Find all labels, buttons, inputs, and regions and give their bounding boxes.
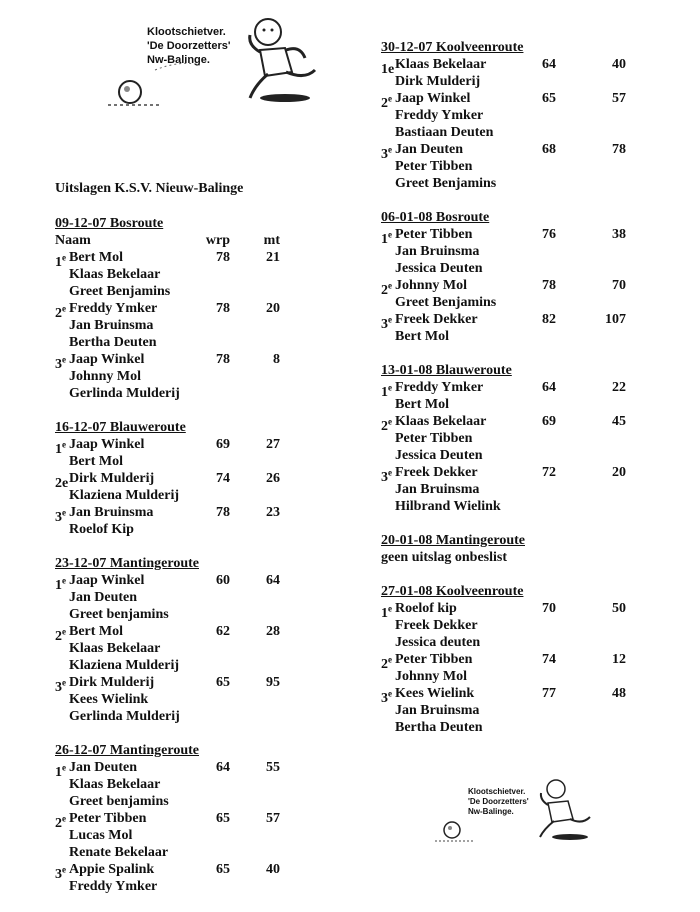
results-column-left xyxy=(55,215,345,912)
result-row-teammate xyxy=(55,521,345,538)
place-rank: 3e xyxy=(55,354,66,372)
result-row-teammate xyxy=(55,334,345,351)
score-wrp: 69 xyxy=(216,437,230,452)
score-mt: 20 xyxy=(266,301,280,316)
score-wrp: 62 xyxy=(216,624,230,639)
section-header: 09-12-07 Bosroute xyxy=(55,216,164,231)
player-name: Klaas Bekelaar xyxy=(69,641,161,656)
result-row-teammate xyxy=(55,453,345,470)
result-row xyxy=(381,277,681,298)
player-name: Freddy Ymker xyxy=(69,879,158,894)
result-row-teammate xyxy=(55,266,345,283)
score-mt: 57 xyxy=(612,91,626,106)
player-name: Gerlinda Mulderij xyxy=(69,709,180,724)
player-name: Jaap Winkel xyxy=(395,91,471,106)
score-mt: 26 xyxy=(266,471,280,486)
result-section xyxy=(381,362,681,515)
player-name: Gerlinda Mulderij xyxy=(69,386,180,401)
result-row xyxy=(55,504,345,525)
player-name: Jaap Winkel xyxy=(69,437,145,452)
result-row-teammate xyxy=(55,657,345,674)
place-rank: 1e xyxy=(55,439,66,457)
place-rank: 2e xyxy=(381,93,392,111)
score-wrp: 78 xyxy=(216,352,230,367)
result-row-teammate xyxy=(381,702,681,719)
logo-line: 'De Doorzetters' xyxy=(147,40,231,52)
score-wrp: 68 xyxy=(542,142,556,157)
result-row xyxy=(55,436,345,457)
score-mt: 57 xyxy=(266,811,280,826)
player-name: Bert Mol xyxy=(69,454,124,469)
player-name: Greet Benjamins xyxy=(395,295,497,310)
player-name: Roelof Kip xyxy=(69,522,134,537)
result-row-teammate xyxy=(55,844,345,861)
result-row-teammate xyxy=(381,430,681,447)
place-rank: 3e xyxy=(55,677,66,695)
player-name: Klaas Bekelaar xyxy=(395,57,487,72)
result-row-teammate xyxy=(381,668,681,685)
result-row-teammate xyxy=(381,328,681,345)
result-row-teammate xyxy=(55,487,345,504)
result-row-teammate xyxy=(381,617,681,634)
result-row xyxy=(381,56,681,77)
section-header: 27-01-08 Koolveenroute xyxy=(381,584,524,599)
result-row xyxy=(55,759,345,780)
result-section xyxy=(55,742,345,895)
player-name: Bastiaan Deuten xyxy=(395,125,494,140)
result-section xyxy=(381,39,681,192)
player-name: Peter Tibben xyxy=(395,227,473,242)
score-mt: 45 xyxy=(612,414,626,429)
result-row xyxy=(381,90,681,111)
section-note: geen uitslag onbeslist xyxy=(381,550,508,565)
place-rank: 1e xyxy=(381,603,392,621)
score-wrp: 78 xyxy=(216,505,230,520)
place-rank: 1e xyxy=(55,252,66,270)
result-row xyxy=(381,226,681,247)
score-wrp: 65 xyxy=(216,811,230,826)
result-row-teammate xyxy=(381,634,681,651)
column-headers xyxy=(55,232,345,249)
score-mt: 40 xyxy=(612,57,626,72)
result-row-teammate xyxy=(55,317,345,334)
section-header: 13-01-08 Blauweroute xyxy=(381,363,512,378)
player-name: Greet benjamins xyxy=(69,607,169,622)
player-name: Bertha Deuten xyxy=(395,720,483,735)
place-rank: 1e xyxy=(381,382,392,400)
result-row xyxy=(55,861,345,882)
result-row xyxy=(381,685,681,706)
player-name: Jan Bruinsma xyxy=(395,703,480,718)
result-row-teammate xyxy=(381,260,681,277)
logo-line: Klootschietver. xyxy=(468,787,526,796)
result-section xyxy=(381,583,681,736)
player-name: Jan Deuten xyxy=(69,760,138,775)
player-name: Jessica Deuten xyxy=(395,448,483,463)
player-name: Jan Bruinsma xyxy=(69,505,154,520)
place-rank: 2e xyxy=(381,416,392,434)
player-name: Peter Tibben xyxy=(395,652,473,667)
player-name: Bert Mol xyxy=(69,250,124,265)
place-rank: 3e xyxy=(55,507,66,525)
result-row-teammate xyxy=(55,691,345,708)
score-wrp: 77 xyxy=(542,686,556,701)
score-mt: 20 xyxy=(612,465,626,480)
player-name: Johnny Mol xyxy=(395,278,467,293)
result-row xyxy=(55,810,345,831)
logo-line: 'De Doorzetters' xyxy=(468,797,529,806)
score-mt: 50 xyxy=(612,601,626,616)
result-row-teammate xyxy=(55,776,345,793)
player-name: Klaas Bekelaar xyxy=(395,414,487,429)
score-wrp: 78 xyxy=(216,250,230,265)
result-row xyxy=(381,464,681,485)
section-header: 20-01-08 Mantingeroute xyxy=(381,533,525,548)
score-wrp: 82 xyxy=(542,312,556,327)
result-row-teammate xyxy=(381,124,681,141)
score-wrp: 78 xyxy=(216,301,230,316)
player-name: Hilbrand Wielink xyxy=(395,499,501,514)
result-row-teammate xyxy=(55,878,345,895)
result-row-teammate xyxy=(55,589,345,606)
place-rank: 1e xyxy=(381,61,395,77)
result-row-teammate xyxy=(381,73,681,90)
player-name: Jaap Winkel xyxy=(69,573,145,588)
club-logo-top xyxy=(100,10,330,110)
score-mt: 55 xyxy=(266,760,280,775)
player-name: Kees Wielink xyxy=(395,686,475,701)
score-mt: 40 xyxy=(266,862,280,877)
result-row-teammate xyxy=(55,606,345,623)
results-column-right xyxy=(381,39,681,753)
player-name: Appie Spalink xyxy=(69,862,155,877)
place-rank: 3e xyxy=(381,467,392,485)
result-row-teammate xyxy=(55,640,345,657)
score-mt: 38 xyxy=(612,227,626,242)
kloot-thrower-icon xyxy=(100,10,330,110)
logo-line: Nw-Balinge. xyxy=(468,807,514,816)
col-head-name: Naam xyxy=(55,233,91,248)
col-head-mt: mt xyxy=(263,233,280,248)
result-row-teammate xyxy=(55,708,345,725)
player-name: Roelof kip xyxy=(395,601,457,616)
result-row-teammate xyxy=(381,243,681,260)
score-mt: 8 xyxy=(273,352,280,367)
player-name: Dirk Mulderij xyxy=(69,471,155,486)
place-rank: 2e xyxy=(55,813,66,831)
player-name: Kees Wielink xyxy=(69,692,149,707)
score-wrp: 78 xyxy=(542,278,556,293)
score-mt: 48 xyxy=(612,686,626,701)
result-row xyxy=(381,141,681,162)
col-head-wrp: wrp xyxy=(205,233,230,248)
result-row xyxy=(55,674,345,695)
player-name: Greet benjamins xyxy=(69,794,169,809)
result-section xyxy=(55,215,345,402)
result-row xyxy=(55,572,345,593)
player-name: Freek Dekker xyxy=(395,465,478,480)
place-rank: 3e xyxy=(381,314,392,332)
player-name: Jan Bruinsma xyxy=(69,318,154,333)
result-row-teammate xyxy=(55,283,345,300)
result-row-teammate xyxy=(381,498,681,515)
player-name: Freddy Ymker xyxy=(69,301,158,316)
score-mt: 95 xyxy=(266,675,280,690)
result-row xyxy=(55,351,345,372)
result-row-teammate xyxy=(381,294,681,311)
player-name: Greet Benjamins xyxy=(395,176,497,191)
place-rank: 2e xyxy=(55,303,66,321)
player-name: Jan Bruinsma xyxy=(395,244,480,259)
player-name: Klaziena Mulderij xyxy=(69,658,180,673)
result-row xyxy=(381,311,681,332)
player-name: Klaziena Mulderij xyxy=(69,488,180,503)
player-name: Freek Dekker xyxy=(395,312,478,327)
player-name: Johnny Mol xyxy=(395,669,467,684)
player-name: Jan Deuten xyxy=(69,590,138,605)
result-row-teammate xyxy=(55,827,345,844)
result-row-teammate xyxy=(55,793,345,810)
result-row xyxy=(55,300,345,321)
score-wrp: 65 xyxy=(542,91,556,106)
player-name: Dirk Mulderij xyxy=(395,74,481,89)
page-title: Uitslagen K.S.V. Nieuw-Balinge xyxy=(55,181,244,196)
place-rank: 2e xyxy=(381,654,392,672)
score-mt: 22 xyxy=(612,380,626,395)
result-row-teammate xyxy=(381,158,681,175)
score-mt: 70 xyxy=(612,278,626,293)
score-wrp: 65 xyxy=(216,675,230,690)
place-rank: 1e xyxy=(381,229,392,247)
result-section xyxy=(55,419,345,538)
section-header: 26-12-07 Mantingeroute xyxy=(55,743,199,758)
score-wrp: 64 xyxy=(216,760,230,775)
result-row xyxy=(55,249,345,270)
player-name: Freek Dekker xyxy=(395,618,478,633)
player-name: Lucas Mol xyxy=(69,828,133,843)
score-mt: 21 xyxy=(266,250,280,265)
result-section xyxy=(55,555,345,725)
player-name: Dirk Mulderij xyxy=(69,675,155,690)
score-wrp: 69 xyxy=(542,414,556,429)
score-wrp: 70 xyxy=(542,601,556,616)
player-name: Peter Tibben xyxy=(395,431,473,446)
score-mt: 78 xyxy=(612,142,626,157)
logo-line: Nw-Balinge. xyxy=(147,54,210,66)
score-mt: 12 xyxy=(612,652,626,667)
player-name: Bert Mol xyxy=(395,397,450,412)
result-row xyxy=(381,600,681,621)
result-row-teammate xyxy=(55,368,345,385)
score-wrp: 65 xyxy=(216,862,230,877)
result-row xyxy=(381,379,681,400)
score-wrp: 60 xyxy=(216,573,230,588)
player-name: Peter Tibben xyxy=(69,811,147,826)
result-row-teammate xyxy=(381,481,681,498)
score-mt: 107 xyxy=(605,312,626,327)
logo-line: Klootschietver. xyxy=(147,26,226,38)
player-name: Jan Deuten xyxy=(395,142,464,157)
player-name: Klaas Bekelaar xyxy=(69,777,161,792)
result-row-teammate xyxy=(381,719,681,736)
result-row-teammate xyxy=(381,396,681,413)
player-name: Jan Bruinsma xyxy=(395,482,480,497)
section-header: 30-12-07 Koolveenroute xyxy=(381,40,524,55)
result-row xyxy=(55,623,345,644)
score-mt: 27 xyxy=(266,437,280,452)
score-mt: 64 xyxy=(266,573,280,588)
score-mt: 28 xyxy=(266,624,280,639)
score-wrp: 74 xyxy=(216,471,230,486)
place-rank: 3e xyxy=(381,688,392,706)
player-name: Jessica Deuten xyxy=(395,261,483,276)
score-wrp: 76 xyxy=(542,227,556,242)
place-rank: 1e xyxy=(55,762,66,780)
place-rank: 3e xyxy=(381,144,392,162)
player-name: Bert Mol xyxy=(69,624,124,639)
place-rank: 1e xyxy=(55,575,66,593)
score-mt: 23 xyxy=(266,505,280,520)
player-name: Greet Benjamins xyxy=(69,284,171,299)
score-wrp: 74 xyxy=(542,652,556,667)
place-rank: 3e xyxy=(55,864,66,882)
result-row xyxy=(55,470,345,491)
result-section xyxy=(381,532,681,566)
score-wrp: 64 xyxy=(542,57,556,72)
place-rank: 2e xyxy=(381,280,392,298)
result-row xyxy=(381,651,681,672)
player-name: Klaas Bekelaar xyxy=(69,267,161,282)
club-logo-bottom xyxy=(430,775,600,850)
result-row-teammate xyxy=(55,385,345,402)
score-wrp: 64 xyxy=(542,380,556,395)
player-name: Freddy Ymker xyxy=(395,380,484,395)
player-name: Peter Tibben xyxy=(395,159,473,174)
section-header: 23-12-07 Mantingeroute xyxy=(55,556,199,571)
result-row-teammate xyxy=(381,107,681,124)
player-name: Freddy Ymker xyxy=(395,108,484,123)
player-name: Bertha Deuten xyxy=(69,335,157,350)
score-wrp: 72 xyxy=(542,465,556,480)
player-name: Renate Bekelaar xyxy=(69,845,169,860)
section-header: 06-01-08 Bosroute xyxy=(381,210,490,225)
result-section xyxy=(381,209,681,345)
result-row-teammate xyxy=(381,447,681,464)
player-name: Jessica deuten xyxy=(395,635,481,650)
place-rank: 2e xyxy=(55,626,66,644)
player-name: Bert Mol xyxy=(395,329,450,344)
result-row-teammate xyxy=(381,175,681,192)
place-rank: 2e xyxy=(55,475,69,491)
result-row xyxy=(381,413,681,434)
player-name: Johnny Mol xyxy=(69,369,141,384)
player-name: Jaap Winkel xyxy=(69,352,145,367)
section-header: 16-12-07 Blauweroute xyxy=(55,420,186,435)
